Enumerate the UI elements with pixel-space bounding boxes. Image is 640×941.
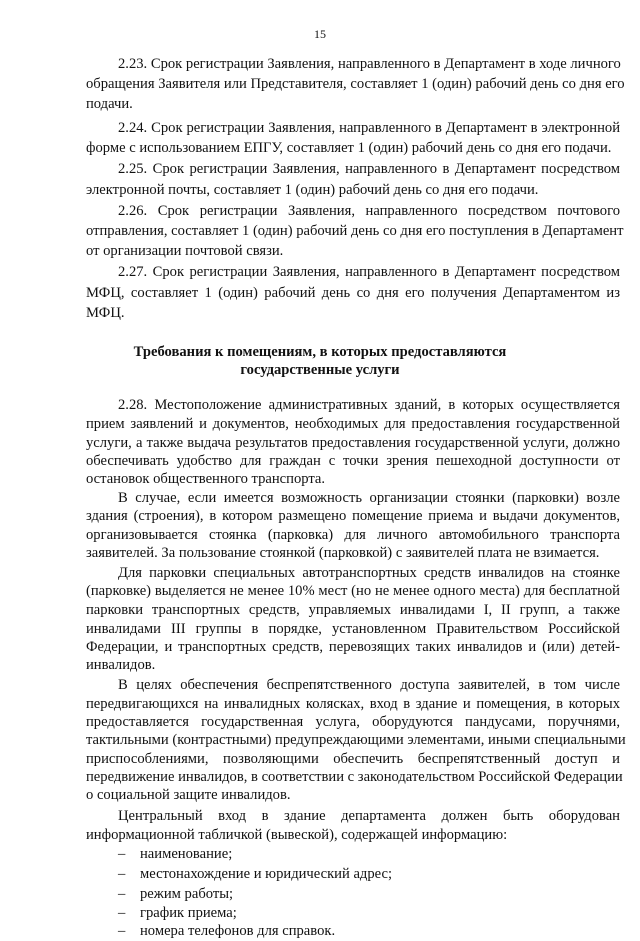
para-disabled-parking-line-2: (парковке) выделяется не менее 10% мест (но не менее одного места) для бесплатной xyxy=(86,583,620,599)
item-2-26-line-2: отправления, составляет 1 (один) рабочий день со дня его поступления в Департамент xyxy=(86,223,624,239)
page-number: 15 xyxy=(314,27,326,41)
para-disabled-parking-line-6: инвалидов. xyxy=(86,657,156,673)
list-item xyxy=(118,921,335,941)
list-item-text: номера телефонов для справок. xyxy=(140,923,336,939)
para-access-line-5: приспособлениями, позволяющими обеспечить беспрепятственный доступ и xyxy=(86,751,620,767)
para-access-line-4: тактильными (контрастными) предупреждающими элементами, иными специальными xyxy=(86,732,626,748)
list-item-text: наименование; xyxy=(140,846,233,862)
para-parking-line-4: заявителей. За пользование стоянкой (парковкой) с заявителей плата не взимается. xyxy=(86,545,600,561)
para-disabled-parking-line-4: инвалидами III группы в порядке, установленном Правительством Российской xyxy=(86,621,620,637)
item-2-24-line-2: форме с использованием ЕПГУ, составляет 1 (один) рабочий день со дня его подачи. xyxy=(86,140,612,156)
list-item xyxy=(118,884,233,904)
item-2-23-line-3: подачи. xyxy=(86,96,133,112)
para-disabled-parking-line-5: Федерации, и транспортных средств, перевозящих таких инвалидов и (или) детей- xyxy=(86,639,620,655)
section-heading-line-2: государственные услуги xyxy=(240,362,400,378)
item-2-24-line-1: 2.24. Срок регистрации Заявления, направленного в Департамент в электронной xyxy=(118,120,620,136)
para-entrance-line-1: Центральный вход в здание департамента должен быть оборудован xyxy=(118,808,620,824)
item-2-26-line-3: от организации почтовой связи. xyxy=(86,243,284,259)
item-2-27-line-1: 2.27. Срок регистрации Заявления, направленного в Департамент посредством xyxy=(118,264,620,280)
item-2-25-line-2: электронной почты, составляет 1 (один) рабочий день со дня его подачи. xyxy=(86,182,539,198)
item-2-27-line-3: МФЦ. xyxy=(86,305,125,321)
list-item-text: график приема; xyxy=(140,905,237,921)
item-2-23-line-1: 2.23. Срок регистрации Заявления, направленного в Департамент в ходе личного xyxy=(118,56,621,72)
para-access-line-2: передвигающихся на инвалидных колясках, вход в здание и помещения, в которых xyxy=(86,696,620,712)
para-parking-line-2: здания (строения), в котором размещено помещение приема и выдачи документов, xyxy=(86,508,620,524)
bullet-dash: – xyxy=(118,846,126,862)
bullet-dash: – xyxy=(118,905,126,921)
para-disabled-parking-line-3: парковки транспортных средств, управляемых инвалидами I, II групп, а также xyxy=(86,602,620,618)
bullet-dash: – xyxy=(118,866,126,882)
list-item-text: местонахождение и юридический адрес; xyxy=(140,866,393,882)
para-access-line-3: предоставляется государственная услуга, оборудуются пандусами, поручнями, xyxy=(86,714,620,730)
bullet-dash: – xyxy=(118,923,126,939)
item-2-26-line-1: 2.26. Срок регистрации Заявления, направленного посредством почтового xyxy=(118,203,620,219)
para-parking-line-1: В случае, если имеется возможность организации стоянки (парковки) возле xyxy=(118,490,620,506)
para-entrance-line-2: информационной табличкой (вывеской), содержащей информацию: xyxy=(86,827,508,843)
para-2-28-line-3: услуги, а также выдача результатов предоставления государственной услуги, должно xyxy=(86,435,620,451)
para-access-line-1: В целях обеспечения беспрепятственного доступа заявителей, в том числе xyxy=(118,677,620,693)
item-2-27-line-2: МФЦ, составляет 1 (один) рабочий день со дня его получения Департаментом из xyxy=(86,285,620,301)
para-disabled-parking-line-1: Для парковки специальных автотранспортных средств инвалидов на стоянке xyxy=(118,565,620,581)
para-2-28-line-5: остановок общественного транспорта. xyxy=(86,471,326,487)
item-2-25-line-1: 2.25. Срок регистрации Заявления, направленного в Департамент посредством xyxy=(118,161,620,177)
section-heading-line-1: Требования к помещениям, в которых предоставляются xyxy=(133,344,507,360)
list-item xyxy=(118,864,392,884)
list-item xyxy=(118,844,232,864)
para-2-28-line-4: обеспечивать удобство для граждан с точки зрения пешеходной доступности от xyxy=(86,453,620,469)
para-parking-line-3: организовывается стоянка (парковка) для личного автомобильного транспорта xyxy=(86,527,620,543)
para-access-line-6: передвижение инвалидов, в соответствии с законодательством Российской Федерации xyxy=(86,769,623,785)
item-2-23-line-2: обращения Заявителя или Представителя, составляет 1 (один) рабочий день со дня его xyxy=(86,76,625,92)
para-2-28-line-1: 2.28. Местоположение административных зданий, в которых осуществляется xyxy=(118,397,620,413)
list-item-text: режим работы; xyxy=(140,886,234,902)
list-item xyxy=(118,903,237,923)
para-access-line-7: о социальной защите инвалидов. xyxy=(86,787,291,803)
para-2-28-line-2: прием заявлений и документов, необходимых для предоставления государственной xyxy=(86,416,620,432)
bullet-dash: – xyxy=(118,886,126,902)
